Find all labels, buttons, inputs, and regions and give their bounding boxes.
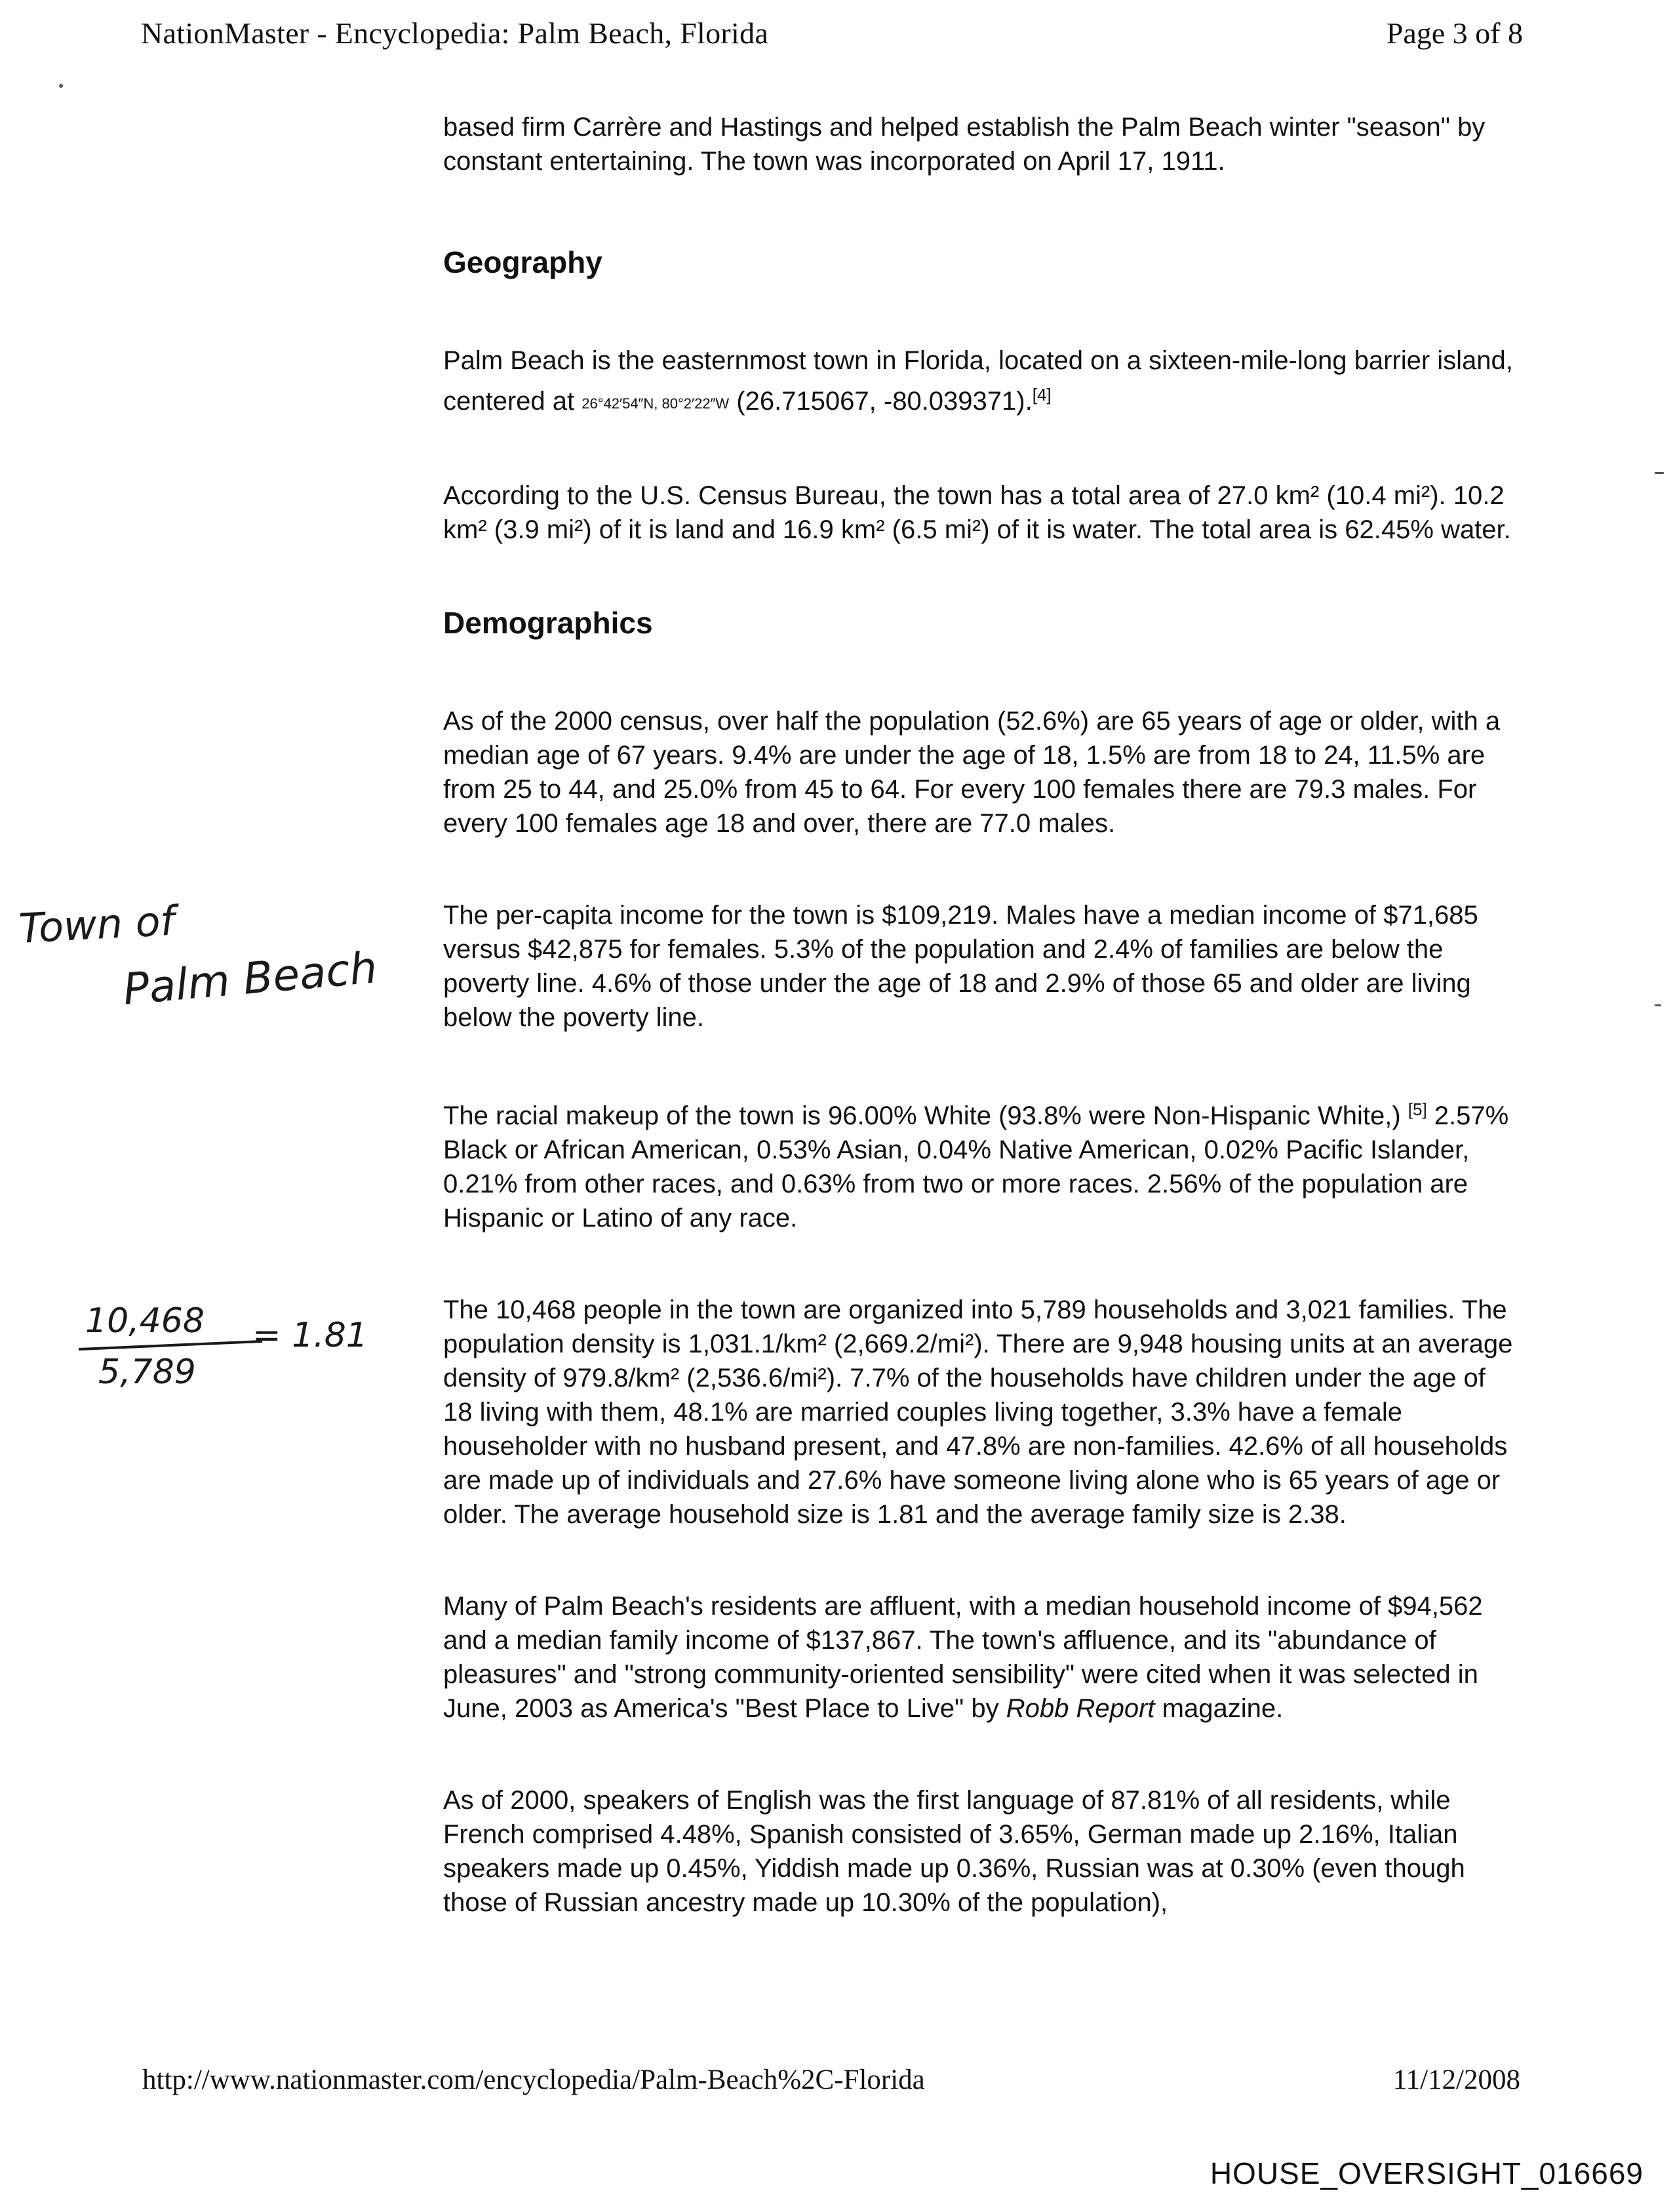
fraction-bar bbox=[79, 1341, 262, 1349]
demographics-paragraph-3 bbox=[443, 1092, 1515, 1235]
article-body bbox=[443, 110, 1515, 1977]
result-text: = 1.81 bbox=[252, 1316, 368, 1355]
palm-beach-text: Palm Beach bbox=[121, 942, 380, 1015]
handwriting-svg bbox=[13, 892, 380, 1023]
demographics-paragraph-2: The per-capita income for the town is $109,219. Males have a median income of $71,685 versus $42,875 for females. 5.3% of the population and 2.4% of families are below the poverty line. 4.6% of those under the age of 18 and 2.9% of those 65 and older are living below the poverty line. bbox=[443, 901, 1478, 1032]
geography-paragraph-1 bbox=[443, 344, 1515, 421]
scan-speck bbox=[1655, 472, 1664, 474]
demographics-paragraph-1: As of the 2000 census, over half the population (52.6%) are 65 years of age or older, with a median age of 67 years. 9.4% are under the age of 18, 1.5% are from 18 to 24, 11.5% are from 25 to 44, and 25.0% from 45 to 64. For every 100 females there are 79.3 males. For every 100 females age 18 and over, there are 77.0 males. bbox=[443, 707, 1501, 838]
reference-5-link[interactable]: [5] bbox=[1408, 1099, 1427, 1119]
geography-text: Palm Beach is the easternmost town in Florida, located on a sixteen-mile-long barrier island, centered at bbox=[443, 346, 1513, 416]
affluence-text-a: Many of Palm Beach's residents are affluent, with a median household income of $94,562 and a median family income of $137,867. The town's affluence, and its "abundance of pleasures" and "strong community-oriented sensibility" were cited when it was selected in June, 2003 as America's "Best Place to Live" by bbox=[443, 1592, 1483, 1723]
racial-text-b: 2.57% Black or African American, 0.53% Asian, 0.04% Native American, 0.02% Pacific Islander, 0.21% from other races, and 0.63% from two or more races. 2.56% of the population are Hispanic or Latino of any race. bbox=[443, 1101, 1509, 1233]
decimal-coordinates: (26.715067, -80.039371). bbox=[729, 387, 1033, 416]
affluence-text-b: magazine. bbox=[1154, 1694, 1284, 1723]
demographics-paragraph-5 bbox=[443, 1589, 1515, 1726]
bates-stamp: HOUSE_OVERSIGHT_016669 bbox=[1210, 2156, 1644, 2190]
racial-text-a: The racial makeup of the town is 96.00% White (93.8% were Non-Hispanic White,) bbox=[443, 1101, 1408, 1130]
scan-speck bbox=[1655, 1004, 1661, 1006]
page-number: Page 3 of 8 bbox=[1386, 16, 1523, 50]
footer-url[interactable]: http://www.nationmaster.com/encyclopedia/Palm-Beach%2C-Florida bbox=[142, 2064, 925, 2095]
robb-report-link[interactable]: Robb Report bbox=[1006, 1694, 1155, 1723]
handwritten-town-note bbox=[13, 892, 380, 1023]
footer-date: 11/12/2008 bbox=[1392, 2064, 1520, 2095]
page-header-title: NationMaster - Encyclopedia: Palm Beach, Florida bbox=[141, 16, 769, 50]
denominator-text: 5,789 bbox=[98, 1353, 196, 1392]
numerator-text: 10,468 bbox=[85, 1301, 205, 1341]
handwritten-calculation bbox=[66, 1292, 380, 1403]
demographics-heading: Demographics bbox=[443, 606, 653, 640]
town-of-text: Town of bbox=[17, 896, 176, 953]
reference-4-link[interactable]: [4] bbox=[1032, 385, 1052, 405]
coordinates-link[interactable]: 26°42′54″N, 80°2′22″W bbox=[581, 395, 730, 412]
intro-paragraph: based firm Carrère and Hastings and helped establish the Palm Beach winter "season" by constant entertaining. The town was incorporated on April 17, 1911. bbox=[443, 113, 1486, 176]
scan-speck bbox=[59, 84, 63, 88]
geography-heading: Geography bbox=[443, 245, 602, 279]
demographics-paragraph-6: As of 2000, speakers of English was the first language of 87.81% of all residents, while French comprised 4.48%, Spanish consisted of 3.65%, German made up 2.16%, Italian speakers made up 0.45%, Yiddish made up 0.36%, Russian was at 0.30% (even though those of Russian ancestry made up 10.30% of the population), bbox=[443, 1786, 1465, 1917]
geography-paragraph-2: According to the U.S. Census Bureau, the town has a total area of 27.0 km² (10.4 mi²). 10.2 km² (3.9 mi²) of it is land and 16.9 km² (6.5 mi²) of it is water. The total area is 62.45% water. bbox=[443, 481, 1511, 544]
demographics-paragraph-4: The 10,468 people in the town are organized into 5,789 households and 3,021 families. The population density is 1,031.1/km² (2,669.2/mi²). There are 9,948 housing units at an average density of 979.8/km² (2,536.6/mi²). 7.7% of the households have children under the age of 18 living with them, 48.1% are married couples living together, 3.3% have a female householder with no husband present, and 47.8% are non-families. 42.6% of all households are made up of individuals and 27.6% have someone living alone who is 65 years of age or older. The average household size is 1.81 and the average family size is 2.38. bbox=[443, 1295, 1513, 1529]
